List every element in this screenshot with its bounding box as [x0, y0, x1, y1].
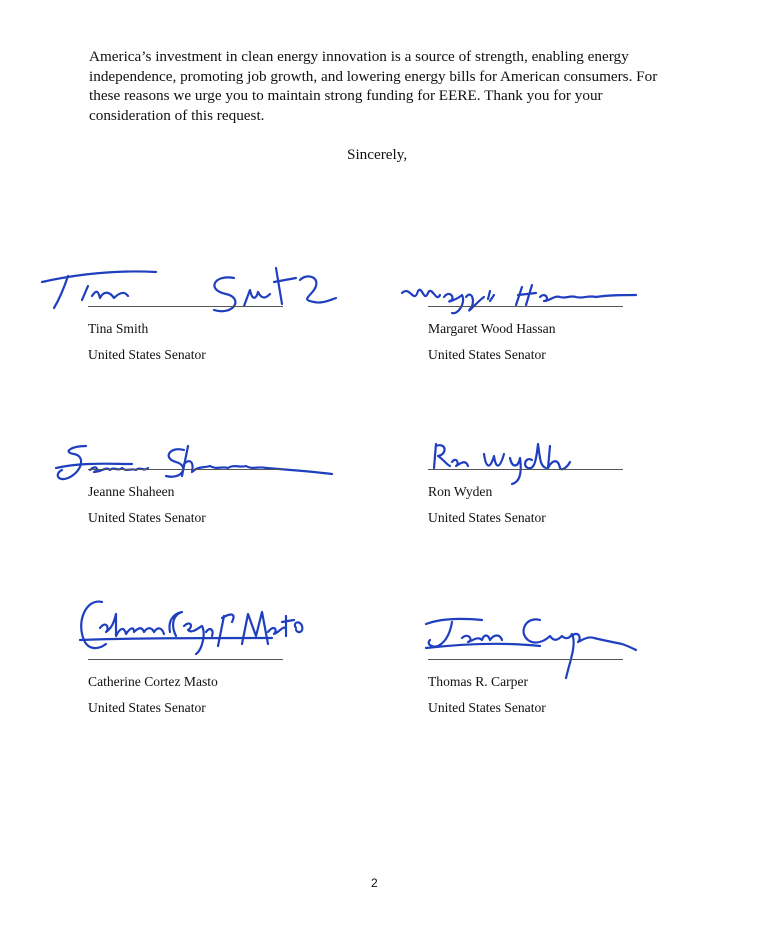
closing-paragraph: [89, 47, 689, 125]
signatory-title: United States Senator: [428, 347, 546, 362]
closing-salutation: Sincerely,: [347, 146, 408, 163]
signature-line: [428, 659, 623, 660]
signature-line: [88, 659, 283, 660]
signature-thomas-carper: [422, 610, 722, 680]
signatory-name: Jeanne Shaheen: [88, 484, 175, 499]
signatory-name: Margaret Wood Hassan: [428, 321, 556, 336]
signatory-title: United States Senator: [428, 700, 546, 715]
signature-line: [428, 469, 623, 470]
signatory-name: Thomas R. Carper: [428, 674, 529, 689]
signatory-name: Ron Wyden: [428, 484, 493, 499]
signatory-title: United States Senator: [88, 510, 206, 525]
signatory-name: Tina Smith: [88, 321, 149, 336]
signatory-title: United States Senator: [88, 347, 206, 362]
signature-line: [428, 306, 623, 307]
paragraph-line: these reasons we urge you to maintain strong funding for EERE. Thank you for your: [89, 87, 603, 104]
signature-catherine-cortez-masto: [72, 592, 372, 662]
signature-line: [88, 469, 283, 470]
page-number: 2: [371, 876, 378, 890]
signature-tina-smith: [38, 255, 338, 325]
signatory-name: Catherine Cortez Masto: [88, 674, 218, 689]
signature-line: [88, 306, 283, 307]
signatory-title: United States Senator: [428, 510, 546, 525]
paragraph-line: independence, promoting job growth, and lowering energy bills for American consumers. For: [89, 67, 658, 85]
paragraph-line: consideration of this request.: [89, 106, 265, 124]
paragraph-line: America’s investment in clean energy innovation is a source of strength, enabling energy: [89, 48, 629, 65]
signatory-title: United States Senator: [88, 700, 206, 715]
